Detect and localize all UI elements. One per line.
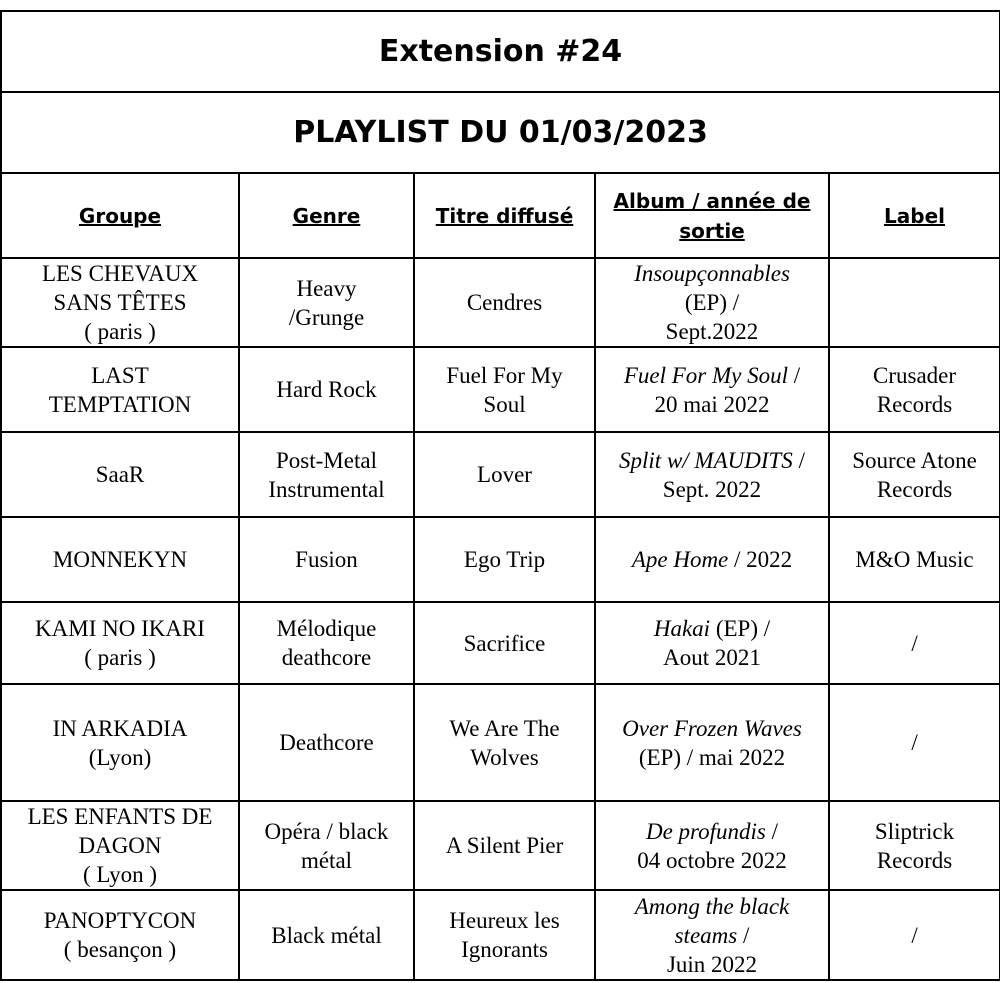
cell-album <box>595 801 829 890</box>
cell-groupe: LES ENFANTS DE DAGON ( Lyon ) <box>1 801 239 890</box>
cell-genre: Heavy /Grunge <box>239 258 414 347</box>
subtitle-row <box>1 92 1000 173</box>
cell-label: / <box>829 684 1000 801</box>
cell-album <box>595 890 829 980</box>
cell-groupe: KAMI NO IKARI ( paris ) <box>1 602 239 684</box>
cell-genre: Black métal <box>239 890 414 980</box>
cell-groupe: SaaR <box>1 432 239 517</box>
album-title: Among the black steams <box>634 893 790 948</box>
album-title: Split w/ MAUDITS <box>619 447 793 473</box>
header-titre: Titre diffusé <box>414 173 595 258</box>
playlist-table <box>0 10 1000 981</box>
table-row <box>1 347 1000 432</box>
table-row <box>1 801 1000 890</box>
cell-titre: Ego Trip <box>414 517 595 602</box>
table-row <box>1 517 1000 602</box>
cell-titre: We Are The Wolves <box>414 684 595 801</box>
cell-groupe: LAST TEMPTATION <box>1 347 239 432</box>
cell-album <box>595 347 829 432</box>
table-row <box>1 432 1000 517</box>
cell-genre: Post-Metal Instrumental <box>239 432 414 517</box>
cell-label <box>829 258 1000 347</box>
cell-label: Crusader Records <box>829 347 1000 432</box>
cell-genre: Hard Rock <box>239 347 414 432</box>
album-title: Over Frozen Waves <box>622 715 802 741</box>
album-release: (EP) / Aout 2021 <box>663 616 771 670</box>
album-title: Ape Home <box>631 547 729 572</box>
cell-titre: Lover <box>414 432 595 517</box>
cell-album <box>595 602 829 684</box>
album-release: / Sept. 2022 <box>662 447 805 502</box>
cell-titre: Cendres <box>414 258 595 347</box>
cell-genre: Fusion <box>239 517 414 602</box>
header-label: Label <box>829 173 1000 258</box>
cell-groupe: PANOPTYCON ( besançon ) <box>1 890 239 980</box>
cell-titre: Fuel For My Soul <box>414 347 595 432</box>
cell-titre: A Silent Pier <box>414 801 595 890</box>
album-release: (EP) / mai 2022 <box>638 744 786 770</box>
cell-groupe: IN ARKADIA (Lyon) <box>1 684 239 801</box>
cell-label: Sliptrick Records <box>829 801 1000 890</box>
album-release: / 20 mai 2022 <box>654 362 801 417</box>
title-row <box>1 11 1000 92</box>
table-row <box>1 258 1000 347</box>
cell-genre: Deathcore <box>239 684 414 801</box>
album-release: (EP) / Sept.2022 <box>665 290 759 344</box>
album-title: De profundis <box>645 818 766 844</box>
album-title: Hakai <box>653 616 711 641</box>
cell-groupe: MONNEKYN <box>1 517 239 602</box>
header-row <box>1 173 1000 258</box>
playlist-rows <box>1 258 1000 980</box>
cell-titre: Heureux les Ignorants <box>414 890 595 980</box>
cell-genre: Opéra / black métal <box>239 801 414 890</box>
header-album: Album / année de sortie <box>595 173 829 258</box>
table-row <box>1 602 1000 684</box>
table-row <box>1 684 1000 801</box>
cell-album <box>595 258 829 347</box>
cell-label: / <box>829 602 1000 684</box>
header-groupe: Groupe <box>1 173 239 258</box>
cell-genre: Mélodique deathcore <box>239 602 414 684</box>
page-title: Extension #24 <box>1 11 1000 92</box>
cell-album <box>595 432 829 517</box>
cell-label: Source Atone Records <box>829 432 1000 517</box>
cell-label: M&O Music <box>829 517 1000 602</box>
album-release: / 2022 <box>728 547 793 572</box>
table-row <box>1 890 1000 980</box>
album-release: / 04 octobre 2022 <box>637 818 787 873</box>
cell-label: / <box>829 890 1000 980</box>
album-title: Insoupçonnables <box>634 261 790 286</box>
album-release: / Juin 2022 <box>666 922 758 977</box>
cell-groupe: LES CHEVAUX SANS TÊTES ( paris ) <box>1 258 239 347</box>
cell-album <box>595 517 829 602</box>
cell-titre: Sacrifice <box>414 602 595 684</box>
album-title: Fuel For My Soul <box>623 362 788 388</box>
cell-album <box>595 684 829 801</box>
header-genre: Genre <box>239 173 414 258</box>
playlist-date-title: PLAYLIST DU 01/03/2023 <box>1 92 1000 173</box>
